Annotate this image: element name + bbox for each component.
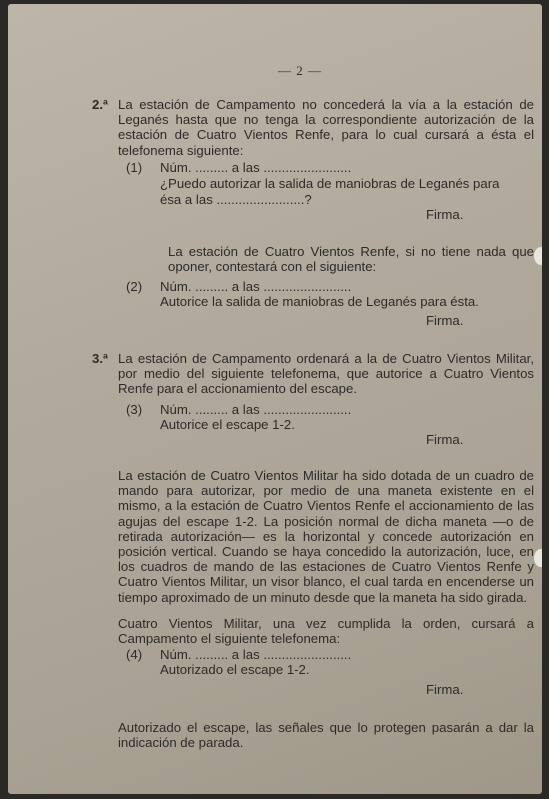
telefonema-4-firma: Firma.: [426, 682, 464, 697]
telefonema-3-line-2: Autorice el escape 1-2.: [160, 417, 295, 432]
section-2-marker: 2.ª: [92, 97, 108, 112]
punch-hole-lower: [534, 549, 542, 567]
section-2-middle: La estación de Cuatro Vientos Renfe, si no tiene nada que oponer, contestará con el siguiente:: [168, 244, 534, 275]
section-3-description: La estación de Cuatro Vientos Militar ha sido dotada de un cuadro de mando para autorizar, por medio de una maneta existente en el mismo, a la estación de Cuatro Vientos Renfe el accionamiento de las agujas del escape 1-2. La posición normal de dicha maneta —o de retirada autorización— es la horizontal y concede autorización en posición vertical. Cuando se haya concedido la autorización, luce, en los cuadros de mando de las estaciones de Cuatro Vientos Renfe y Cuatro Vientos Militar, un visor blanco, el cual tarda en encenderse un tiempo aproximado de un minuto desde que la maneta ha sido girada.: [118, 468, 534, 605]
telefonema-1-number: (1): [126, 160, 143, 175]
telefonema-1-firma: Firma.: [426, 207, 464, 222]
section-3-order-text: Cuatro Vientos Militar, una vez cumplida la orden, cursará a Campamento el siguiente telefonema:: [118, 616, 534, 647]
telefonema-4-line-2: Autorizado el escape 1-2.: [160, 662, 310, 677]
section-3-marker: 3.ª: [92, 351, 108, 366]
telefonema-3-firma: Firma.: [426, 432, 464, 447]
section-2-intro: La estación de Campamento no concederá la vía a la estación de Leganés hasta que no tenga la correspondiente autorización de la estación de Cuatro Vientos Renfe, para lo cual cursará a ésta el telefonema siguiente:: [118, 97, 534, 158]
telefonema-2-line-1: Núm. ......... a las ........................: [160, 279, 352, 294]
punch-hole-upper: [534, 247, 542, 265]
telefonema-1-line-1: Núm. ......... a las ........................: [160, 160, 352, 175]
telefonema-2-line-2: Autorice la salida de maniobras de Leganés para ésta.: [160, 294, 479, 309]
document-page: [8, 4, 542, 794]
telefonema-3-line-1: Núm. ......... a las ........................: [160, 402, 352, 417]
telefonema-1-line-3: ésa a las ........................?: [160, 192, 312, 207]
telefonema-4-line-1: Núm. ......... a las ........................: [160, 647, 352, 662]
page-number: — 2 —: [278, 63, 322, 78]
telefonema-4-number: (4): [126, 647, 143, 662]
telefonema-1-line-2: ¿Puedo autorizar la salida de maniobras de Leganés para: [160, 176, 500, 191]
telefonema-2-firma: Firma.: [426, 313, 464, 328]
telefonema-2-number: (2): [126, 279, 143, 294]
section-3-closing: Autorizado el escape, las señales que lo protegen pasarán a dar la indicación de parada.: [118, 720, 534, 751]
section-3-intro: La estación de Campamento ordenará a la de Cuatro Vientos Militar, por medio del siguiente telefonema, que autorice a Cuatro Vientos Renfe para el accionamiento del escape.: [118, 351, 534, 397]
telefonema-3-number: (3): [126, 402, 143, 417]
